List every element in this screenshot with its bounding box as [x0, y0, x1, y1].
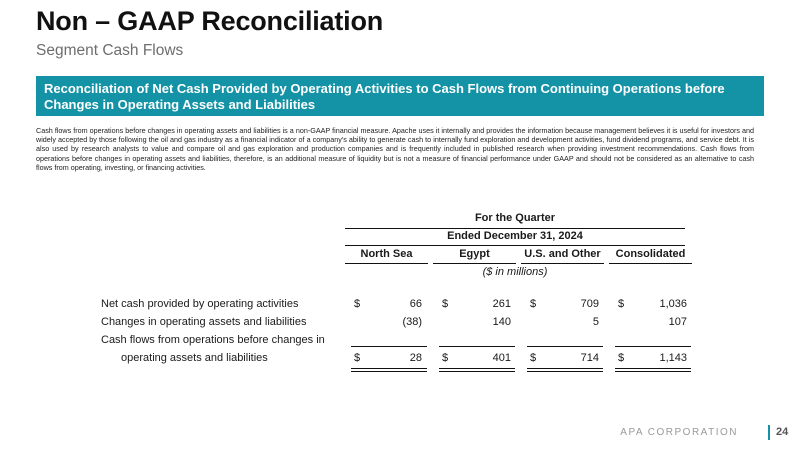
- total-rule-4b: [615, 371, 691, 372]
- total-rule-3a: [527, 368, 603, 369]
- cell-value: 5: [592, 316, 599, 328]
- row-label-cash-flows-cont: operating assets and liabilities: [121, 352, 268, 364]
- total-rule-4a: [615, 368, 691, 369]
- subtotal-rule-1: [351, 346, 427, 347]
- cell-value: 28: [409, 352, 422, 364]
- total-rule-3b: [527, 371, 603, 372]
- cell-value: 140: [492, 316, 511, 328]
- cell-value: 401: [492, 352, 511, 364]
- cell-value: 714: [580, 352, 599, 364]
- col-rule-4: [609, 263, 692, 264]
- total-rule-2a: [439, 368, 515, 369]
- cell-value: (38): [402, 316, 422, 328]
- column-header-consolidated: Consolidated: [615, 248, 686, 260]
- description-paragraph: Cash flows from operations before changes in operating assets and liabilities is a non-GAAP financial measure. Apache uses it internally and provides the information because management believes it is useful for investors and widely accepted by those following the oil and gas industry as a financial indicator of a company's ability to generate cash to internally fund exploration and development activities, fund dividend programs, and service debt. It is also used by research analysts to value and compare oil and gas exploration and production companies and is frequently included in published research when providing investment recommendations. Cash flows from operations before changes in operating assets and liabilities, therefore, is an additional measure of liquidity but is not a measure of financial performance under GAAP and should not be considered as an alternative to cash flows from operating, investing, or financing activities.: [36, 126, 754, 172]
- subtotal-rule-2: [439, 346, 515, 347]
- subtotal-rule-3: [527, 346, 603, 347]
- cell-value: 1,143: [659, 352, 687, 364]
- total-rule-1b: [351, 371, 427, 372]
- col-rule-1: [345, 263, 428, 264]
- cell-value: 261: [492, 298, 511, 310]
- period-header-line2: Ended December 31, 2024: [447, 230, 583, 242]
- footer-company-label: APA CORPORATION: [620, 427, 738, 438]
- footer-company: [620, 427, 760, 438]
- footer-divider: [768, 425, 770, 440]
- currency-symbol: $: [530, 298, 537, 310]
- currency-symbol: $: [354, 352, 361, 364]
- col-rule-2: [433, 263, 516, 264]
- section-banner: Reconciliation of Net Cash Provided by Operating Activities to Cash Flows from Continuing Operations before Changes in Operating Assets and Liabilities: [36, 76, 764, 116]
- period-header-rule-2: [345, 245, 685, 246]
- row-label-cash-flows: Cash flows from operations before changes in: [101, 334, 325, 346]
- col-rule-3: [521, 263, 604, 264]
- row-label-net-cash: Net cash provided by operating activities: [101, 298, 299, 310]
- currency-symbol: $: [442, 352, 449, 364]
- total-rule-1a: [351, 368, 427, 369]
- total-rule-2b: [439, 371, 515, 372]
- period-header-line1: For the Quarter: [474, 212, 556, 224]
- currency-symbol: $: [618, 352, 625, 364]
- column-header-egypt: Egypt: [459, 248, 490, 260]
- units-label: ($ in millions): [482, 266, 548, 278]
- row-label-changes: Changes in operating assets and liabilities: [101, 316, 307, 328]
- cell-value: 1,036: [659, 298, 687, 310]
- cell-value: 107: [668, 316, 687, 328]
- cell-value: 709: [580, 298, 599, 310]
- cell-value: 66: [409, 298, 422, 310]
- column-header-north-sea: North Sea: [360, 248, 413, 260]
- period-header-rule: [345, 228, 685, 229]
- page-subtitle: Segment Cash Flows: [36, 42, 184, 59]
- currency-symbol: $: [442, 298, 449, 310]
- currency-symbol: $: [530, 352, 537, 364]
- column-header-us-and-other: U.S. and Other: [524, 248, 601, 260]
- subtotal-rule-4: [615, 346, 691, 347]
- page-title: Non – GAAP Reconciliation: [36, 6, 384, 36]
- page-number: 24: [776, 426, 789, 438]
- currency-symbol: $: [354, 298, 361, 310]
- currency-symbol: $: [618, 298, 625, 310]
